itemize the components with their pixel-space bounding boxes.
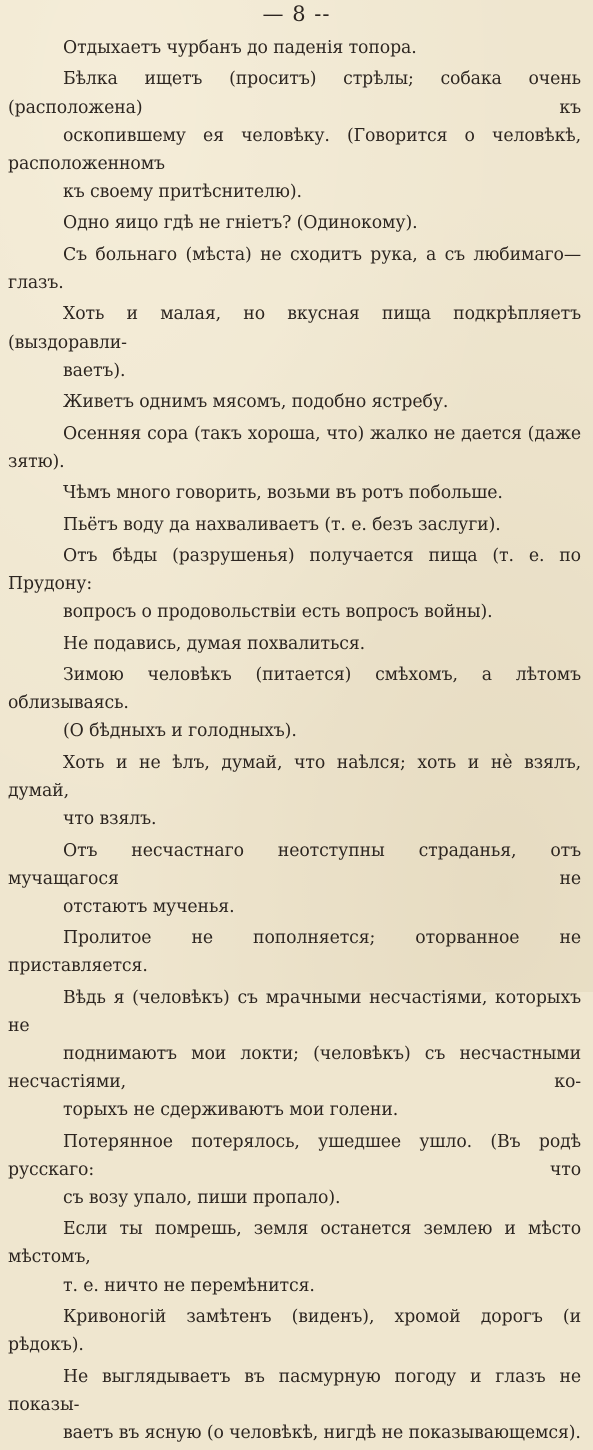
proverb-paragraph (8, 300, 581, 384)
text-line: вопросъ о продовольствіи есть вопросъ войны). (63, 602, 493, 623)
text-line: Не подавись, думая похвалиться. (63, 633, 366, 654)
text-line: что взялъ. (63, 809, 157, 830)
text-line: оскопившему ея человѣку. (Говорится о человѣкѣ, расположенномъ (8, 125, 581, 174)
text-line: Пролитое не пополняется; оторванное не приставляется. (8, 928, 581, 977)
text-line: Отъ несчастнаго неотступны страданья, отъ мучащагося не (8, 840, 581, 889)
text-line: Осенняя сора (такъ хороша, что) жалко не дается (даже зятю). (8, 423, 581, 472)
proverb-paragraph (8, 34, 581, 62)
text-line: Живетъ однимъ мясомъ, подобно ястребу. (63, 392, 449, 413)
proverb-paragraph (8, 1303, 581, 1359)
text-line: торыхъ не сдерживаютъ мои голени. (63, 1100, 399, 1121)
proverb-paragraph (8, 388, 581, 416)
text-line: т. е. ничто не перемѣнится. (63, 1275, 315, 1296)
text-line: ваетъ въ ясную (о человѣкѣ, нигдѣ не показывающемся). (63, 1422, 581, 1443)
text-line: Пьётъ воду да нахваливаетъ (т. е. безъ заслуги). (63, 514, 501, 535)
proverb-paragraph (8, 1363, 581, 1447)
text-line: съ возу упало, пиши пропало). (63, 1187, 341, 1208)
proverb-paragraph (8, 1215, 581, 1299)
proverb-paragraph (8, 209, 581, 237)
proverb-paragraph (8, 479, 581, 507)
text-line: Хоть и малая, но вкусная пища подкрѣпляетъ (выздоравли- (8, 304, 581, 353)
text-line: Не выглядываетъ въ пасмурную погоду и глазъ не показы- (8, 1366, 581, 1415)
page-number: — 8 -- (262, 2, 331, 26)
page-body (8, 34, 581, 1450)
proverb-paragraph (8, 420, 581, 476)
proverb-paragraph (8, 661, 581, 745)
text-line: Вѣдь я (человѣкъ) съ мрачными несчастіями, которыхъ не (8, 987, 581, 1036)
text-line: Чѣмъ много говорить, возьми въ ротъ побольше. (63, 483, 503, 504)
proverb-paragraph (8, 984, 581, 1124)
proverb-paragraph (8, 1128, 581, 1212)
text-line: (О бѣдныхъ и голодныхъ). (63, 721, 297, 742)
proverb-paragraph (8, 241, 581, 297)
proverb-paragraph (8, 924, 581, 980)
proverb-paragraph (8, 511, 581, 539)
proverb-paragraph (8, 749, 581, 833)
text-line: Зимою человѣкъ (питается) смѣхомъ, а лѣтомъ облизываясь. (8, 665, 581, 714)
text-line: отстаютъ мученья. (63, 896, 235, 917)
text-line: поднимаютъ мои локти; (человѣкъ) съ несчастными несчастіями, ко- (8, 1044, 581, 1093)
text-line: къ своему притѣснителю). (63, 181, 302, 202)
proverb-paragraph (8, 837, 581, 921)
text-line: Хоть и не ѣлъ, думай, что наѣлся; хоть и нѐ взялъ, думай, (8, 752, 581, 802)
text-line: Бѣлка ищетъ (проситъ) стрѣлы; собака очень (расположена) къ (8, 69, 581, 118)
proverb-paragraph (8, 542, 581, 626)
text-line: Если ты помрешь, земля останется землею и мѣсто мѣстомъ, (8, 1219, 581, 1268)
proverb-paragraph (8, 630, 581, 658)
text-line: Одно яицо гдѣ не гніетъ? (Одинокому). (63, 213, 418, 234)
text-line: Отдыхаетъ чурбанъ до паденія топора. (63, 38, 417, 58)
text-line: Кривоногій замѣтенъ (виденъ), хромой дорогъ (и рѣдокъ). (8, 1307, 581, 1356)
text-line: ваетъ). (63, 360, 126, 381)
proverb-paragraph (8, 65, 581, 205)
text-line: Съ больнаго (мѣста) не сходитъ рука, а съ любимаго—глазъ. (8, 244, 581, 293)
text-line: Отъ бѣды (разрушенья) получается пища (т. е. по Прудону: (8, 546, 581, 595)
text-line: Потерянное потерялось, ушедшее ушло. (Въ родѣ русскаго: что (8, 1131, 581, 1180)
